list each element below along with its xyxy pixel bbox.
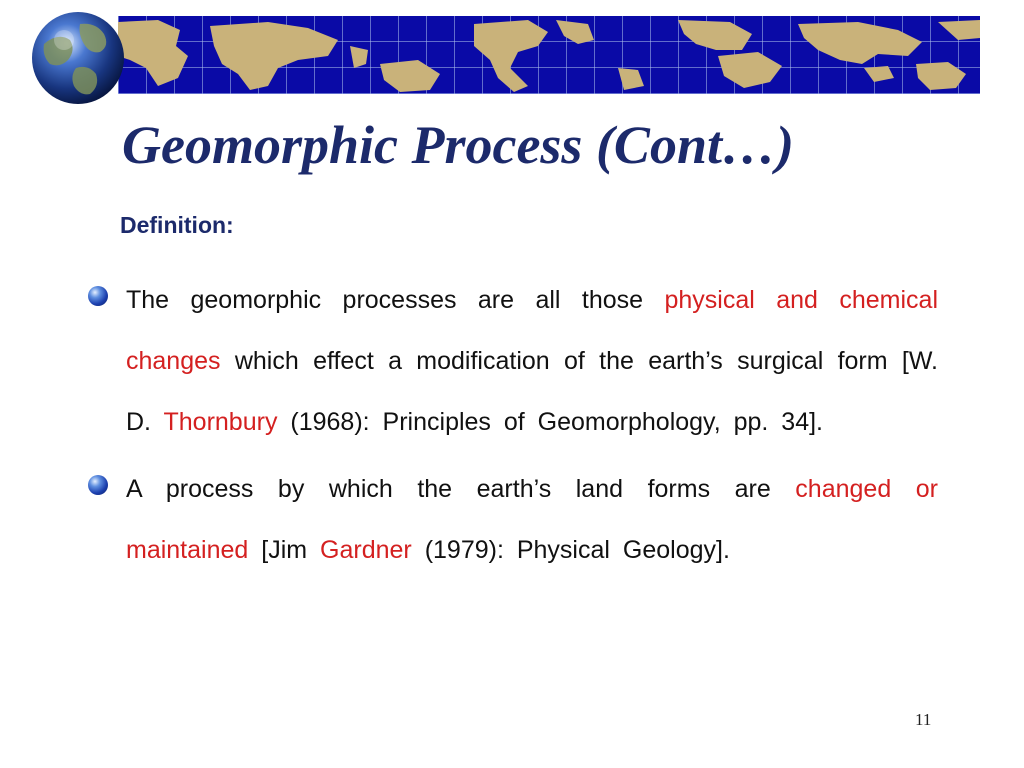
bullet-text-part: which effect a modification of the earth’s surgical form [W. D. <box>126 347 938 436</box>
bullet-text-part: (1968): Principles of Geomorphology, pp. 34]. <box>277 408 823 436</box>
definition-heading: Definition: <box>120 212 234 238</box>
globe-icon <box>30 10 126 106</box>
bullet-text <box>126 270 938 453</box>
bullet-text-part: [Jim <box>248 536 321 564</box>
highlighted-author: Thornbury <box>163 408 278 436</box>
highlighted-term: changed or maintained <box>126 475 938 564</box>
bullet-text-part: (1979): Physical Geology]. <box>411 536 730 564</box>
bullet-text <box>126 459 938 581</box>
slide-title: Geomorphic Process (Cont…) <box>122 115 794 175</box>
bullet-item <box>86 459 938 581</box>
sphere-bullet-icon <box>88 475 108 495</box>
bullet-text-part: A process by which the earth’s land forms are <box>126 475 796 503</box>
highlighted-author: Gardner <box>320 536 412 564</box>
bullet-item <box>86 270 938 453</box>
world-map-landmasses <box>118 16 980 94</box>
highlighted-term: physical and chemical changes <box>126 286 939 375</box>
bullet-text-part: The geomorphic processes are all those <box>126 286 665 314</box>
bullet-list <box>86 270 938 587</box>
world-map-banner <box>118 16 980 94</box>
sphere-bullet-icon <box>88 286 108 306</box>
page-number: 11 <box>915 710 932 729</box>
